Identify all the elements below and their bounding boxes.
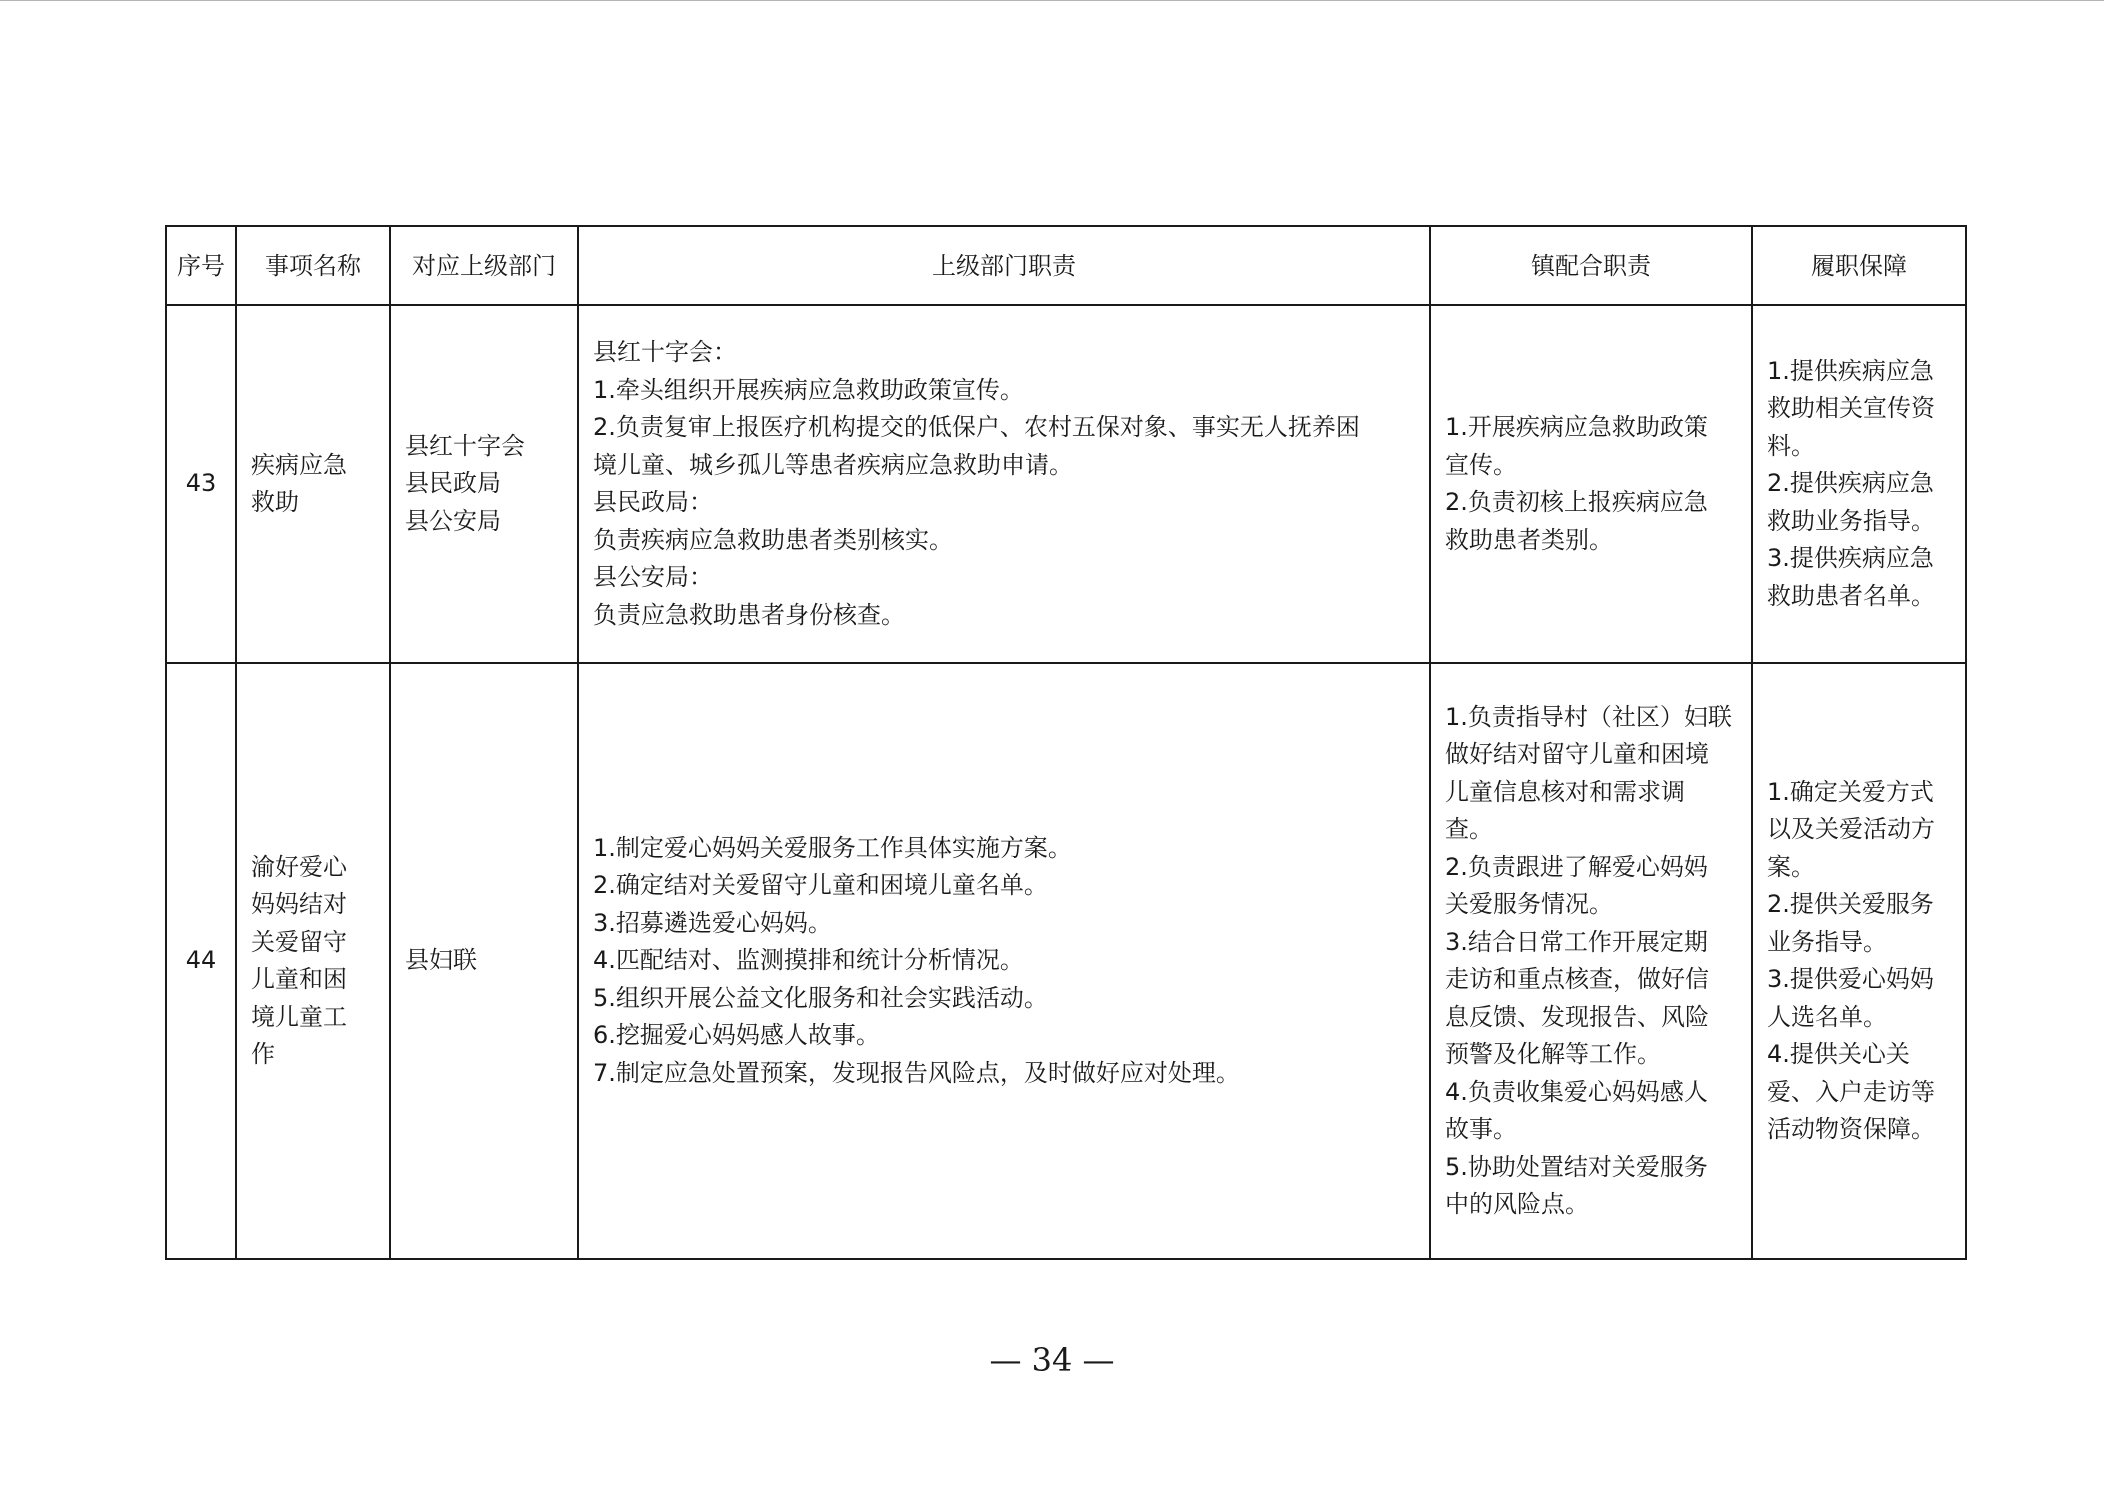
text-line: 号	[201, 251, 225, 280]
text-line: 关爱留守	[251, 927, 347, 956]
table-header-row	[166, 226, 1966, 305]
page-top-rule	[0, 0, 2104, 1]
text-line: 1.提供疾病应急	[1767, 356, 1934, 385]
text-line: 2.提供关爱服务	[1767, 890, 1934, 918]
departments	[390, 305, 578, 663]
town-duties	[1430, 663, 1752, 1259]
text-line: 4.匹配结对、监测摸排和统计分析情况。	[593, 946, 1024, 975]
text-line: 1.制定爱心妈妈关爱服务工作具体实施方案。	[593, 833, 1072, 862]
text-line: 3.招募遴选爱心妈妈。	[593, 908, 832, 937]
header-guarantees	[1752, 226, 1966, 305]
text-line: 县公安局：	[593, 563, 713, 591]
guarantees	[1752, 305, 1966, 663]
table-row	[166, 663, 1966, 1259]
superior-duties	[578, 663, 1430, 1259]
text-line: 2.确定结对关爱留守儿童和困境儿童名单。	[593, 871, 1048, 900]
text-line: 名称	[313, 251, 361, 280]
text-line: 儿童和困	[251, 965, 347, 993]
text-line: 对应上级	[412, 251, 508, 280]
superior-duties	[578, 305, 1430, 663]
text-line: 活动物资保障。	[1767, 1115, 1935, 1143]
text-line: 疾病应急	[251, 450, 347, 479]
text-line: 1.确定关爱方式	[1767, 777, 1934, 806]
header-number	[166, 226, 236, 305]
header-superior-duties	[578, 226, 1430, 305]
row-number: 43	[166, 305, 236, 663]
text-line: 6.挖掘爱心妈妈感人故事。	[593, 1021, 880, 1050]
text-line: 7.制定应急处置预案，发现报告风险点，及时做好应对处理。	[593, 1058, 1240, 1087]
text-line: 人选名单。	[1767, 1002, 1887, 1031]
text-line: 3.结合日常工作开展定期	[1445, 927, 1708, 956]
table-row	[166, 305, 1966, 663]
text-line: 县民政局	[405, 469, 501, 498]
text-line: 县公安局	[405, 506, 501, 535]
text-line: 5.组织开展公益文化服务和社会实践活动。	[593, 983, 1048, 1012]
text-line: 走访和重点核查，做好信	[1445, 965, 1709, 993]
text-line: 救助患者名单。	[1767, 581, 1935, 610]
text-line: 部门	[508, 251, 556, 280]
text-line: 救助患者类别。	[1445, 525, 1613, 554]
text-line: 预警及化解等工作。	[1445, 1040, 1661, 1068]
text-line: 县妇联	[405, 946, 477, 975]
departments	[390, 663, 578, 1259]
text-line: 中的风险点。	[1445, 1190, 1589, 1218]
guarantees	[1752, 663, 1966, 1259]
text-line: 关爱服务情况。	[1445, 890, 1613, 918]
text-line: 2.负责初核上报疾病应急	[1445, 488, 1708, 516]
duty-table	[165, 225, 1967, 1260]
text-line: 作	[251, 1040, 275, 1068]
text-line: 2.提供疾病应急	[1767, 469, 1934, 498]
text-line: 县红十字会	[405, 431, 525, 460]
text-line: 业务指导。	[1767, 927, 1887, 956]
text-line: 境儿童、城乡孤儿等患者疾病应急救助申请。	[593, 450, 1073, 479]
text-line: 妈妈结对	[251, 890, 347, 918]
text-line: 镇配合职责	[1531, 251, 1651, 280]
text-line: 5.协助处置结对关爱服务	[1445, 1152, 1708, 1181]
row-number: 44	[166, 663, 236, 1259]
text-line: 境儿童工	[251, 1002, 347, 1031]
item-name	[236, 305, 390, 663]
text-line: 宣传。	[1445, 450, 1517, 479]
text-line: 1.负责指导村（社区）妇联	[1445, 702, 1732, 731]
text-line: 息反馈、发现报告、风险	[1445, 1002, 1709, 1031]
header-departments	[390, 226, 578, 305]
text-line: 查。	[1445, 815, 1493, 843]
text-line: 渝好爱心	[251, 852, 347, 881]
text-line: 县红十字会：	[593, 338, 737, 366]
town-duties	[1430, 305, 1752, 663]
text-line: 救助业务指导。	[1767, 506, 1935, 535]
text-line: 2.负责复审上报医疗机构提交的低保户、农村五保对象、事实无人抚养困	[593, 413, 1360, 441]
text-line: 1.开展疾病应急救助政策	[1445, 413, 1708, 441]
text-line: 履职保障	[1811, 251, 1907, 280]
text-line: 救助相关宣传资	[1767, 394, 1935, 423]
text-line: 1.牵头组织开展疾病应急救助政策宣传。	[593, 375, 1024, 404]
text-line: 事项	[265, 251, 313, 280]
text-line: 4.负责收集爱心妈妈感人	[1445, 1077, 1708, 1106]
header-town-duties	[1430, 226, 1752, 305]
text-line: 料。	[1767, 431, 1815, 460]
text-line: 上级部门职责	[932, 251, 1076, 280]
text-line: 做好结对留守儿童和困境	[1445, 740, 1709, 768]
page-number: — 34 —	[989, 1341, 1115, 1379]
text-line: 以及关爱活动方	[1767, 815, 1935, 843]
text-line: 负责应急救助患者身份核查。	[593, 600, 905, 629]
text-line: 故事。	[1445, 1115, 1517, 1143]
header-item-name	[236, 226, 390, 305]
text-line: 2.负责跟进了解爱心妈妈	[1445, 852, 1708, 881]
text-line: 儿童信息核对和需求调	[1445, 777, 1685, 806]
text-line: 负责疾病应急救助患者类别核实。	[593, 525, 953, 554]
text-line: 序	[177, 251, 201, 280]
text-line: 4.提供关心关	[1767, 1040, 1910, 1068]
item-name	[236, 663, 390, 1259]
text-line: 3.提供疾病应急	[1767, 544, 1934, 573]
text-line: 救助	[251, 488, 299, 516]
text-line: 3.提供爱心妈妈	[1767, 965, 1934, 993]
text-line: 县民政局：	[593, 488, 713, 516]
text-line: 案。	[1767, 852, 1815, 881]
text-line: 爱、入户走访等	[1767, 1077, 1935, 1106]
